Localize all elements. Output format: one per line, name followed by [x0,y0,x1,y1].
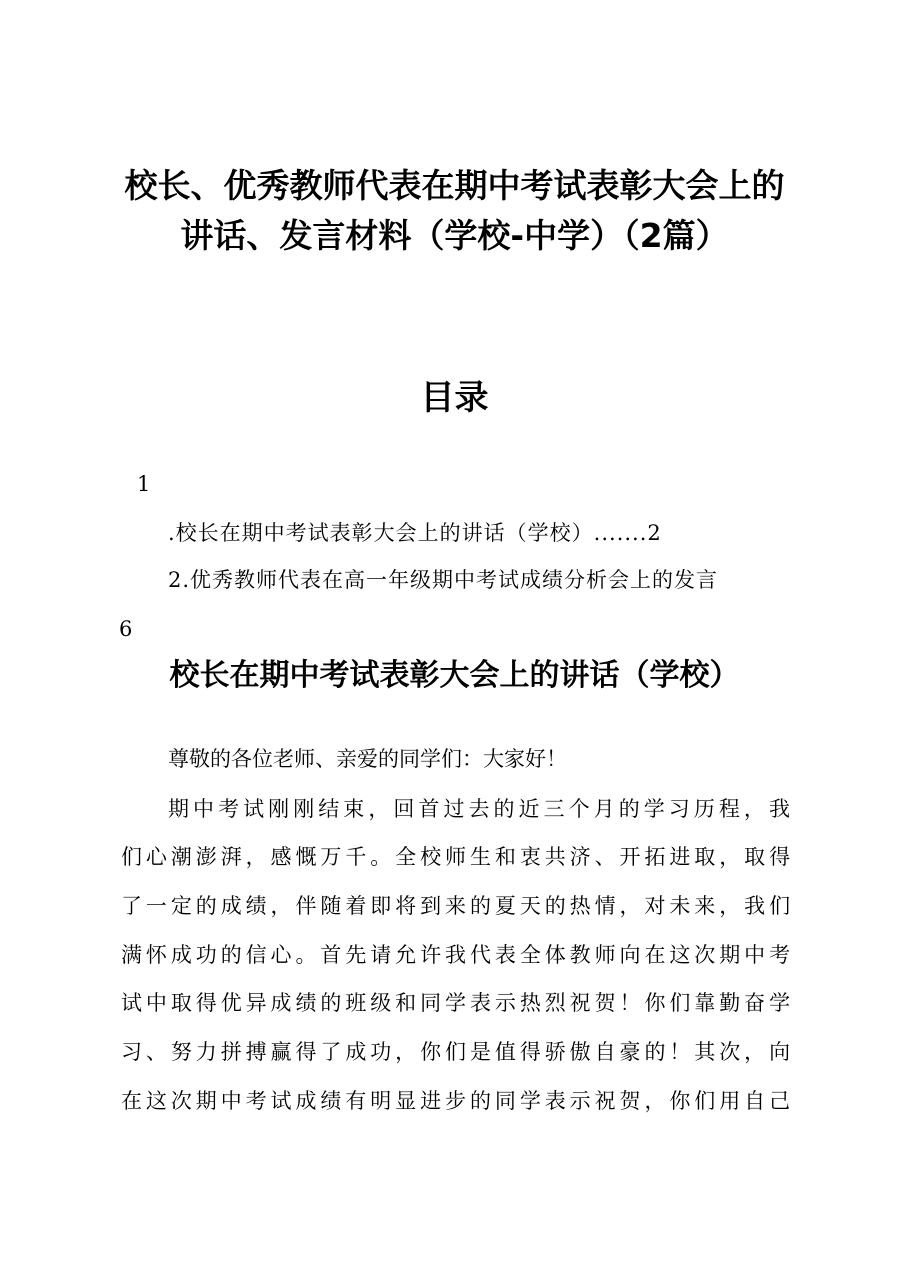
body-paragraph-line: 了一定的成绩，伴随着即将到来的夏天的热情，对未来，我们 [121,894,794,918]
body-paragraph-line: 期中考试刚刚结束，回首过去的近三个月的学习历程，我 [168,797,794,821]
body-paragraph-line: 习、努力拼搏赢得了成功，你们是值得骄傲自豪的！其次，向 [121,1040,794,1064]
body-paragraph-line: 在这次期中考试成绩有明显进步的同学表示祝贺，你们用自己 [121,1089,794,1113]
document-title-line-2: 讲话、发言材料（学校-中学）（2篇） [180,216,729,255]
body-paragraph-line: 尊敬的各位老师、亲爱的同学们：大家好！ [168,747,567,771]
toc-entry-1-link[interactable]: .校长在期中考试表彰大会上的讲话（学校）.......2 [168,521,662,545]
section-title: 校长在期中考试表彰大会上的讲话（学校） [169,658,740,693]
toc-entry-1-number: 1 [137,472,152,496]
toc-entry-2-link[interactable]: 2.优秀教师代表在高一年级期中考试成绩分析会上的发言 [168,568,719,592]
toc-heading: 目录 [420,378,489,418]
body-paragraph-line: 们心潮澎湃，感慨万千。全校师生和衷共济、开拓进取，取得 [121,845,794,869]
document-title-line-1: 校长、优秀教师代表在期中考试表彰大会上的 [124,166,785,205]
toc-entry-2-page: 6 [119,617,134,641]
body-paragraph-line: 满怀成功的信心。首先请允许我代表全体教师向在这次期中考 [121,943,794,967]
body-paragraph-line: 试中取得优异成绩的班级和同学表示热烈祝贺！你们靠勤奋学 [121,991,794,1015]
